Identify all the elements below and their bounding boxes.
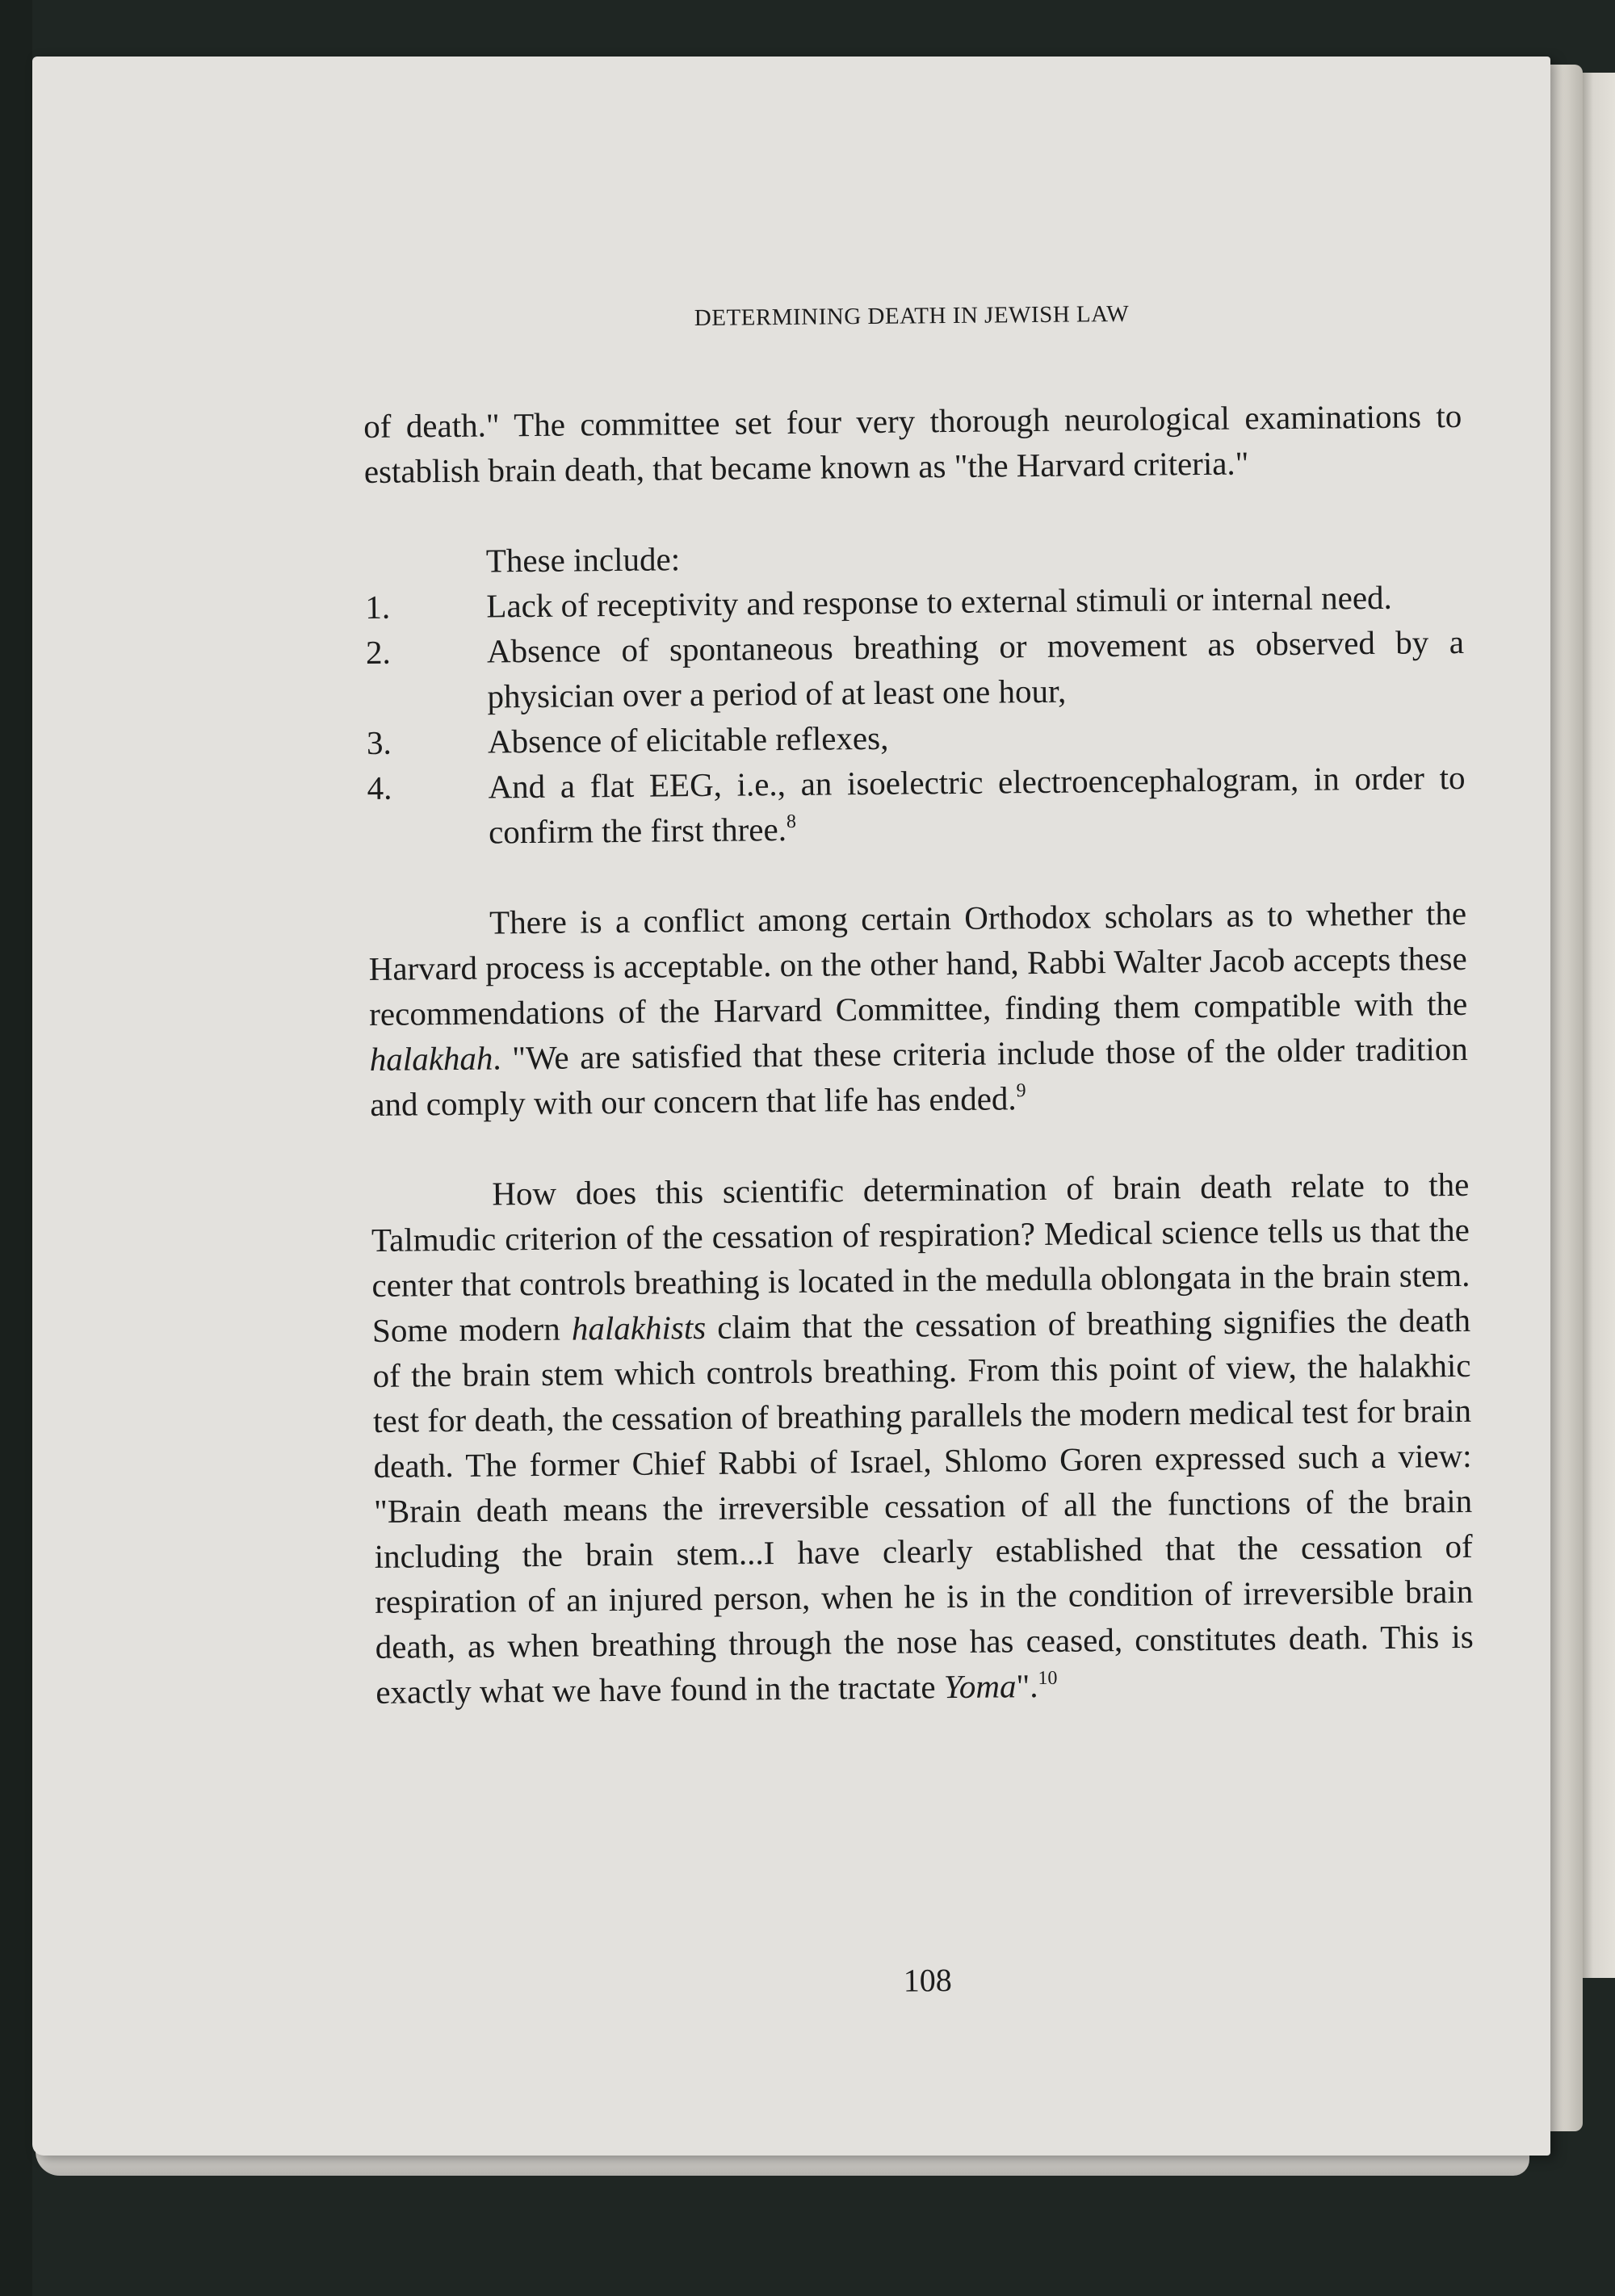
italic-term: Yoma: [943, 1667, 1017, 1706]
list-item-number: 2.: [365, 633, 391, 671]
italic-term: halakhah: [369, 1039, 493, 1078]
facing-page-edge: [1579, 73, 1615, 1978]
text-block: [363, 300, 1474, 1999]
list-item: [366, 619, 1465, 720]
running-head: DETERMINING DEATH IN JEWISH LAW: [694, 300, 1130, 332]
paragraph-2-text: . "We are satisfied that these criteria include those of the older tradition and comply with our concern that life has ended.: [370, 1029, 1468, 1123]
paragraph-3-text: ".: [1016, 1667, 1038, 1705]
paragraph-3: [371, 1162, 1474, 1715]
footnote-marker: 8: [786, 811, 796, 832]
book-binding: [0, 0, 32, 2296]
book-page: [32, 57, 1550, 2156]
list-item: [367, 755, 1466, 856]
list-item-text: And a flat EEG, i.e., an isoelectric electroencephalogram, in order to confirm the first three.: [488, 758, 1466, 851]
paragraph-3-text: How does this scientific determination of brain death relate to the Talmudic criterion of the cessation of respiration? Medical science tells us that the center that controls breathing is located in the medulla oblongata in the brain stem. Some modern: [371, 1165, 1470, 1349]
list-item-text: Absence of elicitable reflexes,: [487, 719, 889, 760]
list-item-number: 4.: [367, 769, 392, 807]
harvard-criteria-list: [365, 574, 1466, 856]
paragraph-1: [363, 393, 1462, 494]
list-item-text: Lack of receptivity and response to external stimuli or internal need.: [486, 578, 1393, 625]
list-item-text: Absence of spontaneous breathing or movement as observed by a physician over a period of at least one hour,: [486, 622, 1465, 715]
paragraph-2-text: There is a conflict among certain Orthodox scholars as to whether the Harvard process is acceptable. on the other hand, Rabbi Walter Jacob accepts these recommendations of the Harvard Committee, finding them compatible with the: [368, 894, 1468, 1033]
paragraph-1-text: of death." The committee set four very thorough neurological examinations to establish brain death, that became known as "the Harvard criteria.": [363, 396, 1462, 490]
list-intro: These include:: [485, 540, 681, 580]
footnote-marker: 10: [1038, 1667, 1058, 1690]
footnote-marker: 9: [1016, 1080, 1026, 1102]
paragraph-indent: [371, 1205, 493, 1206]
list-item-number: 3.: [366, 723, 392, 761]
paragraph-2: [368, 890, 1469, 1127]
list-item-number: 1.: [365, 588, 391, 626]
paragraph-indent: [368, 934, 489, 935]
italic-term: halakhists: [571, 1308, 707, 1347]
paragraph-3-text: claim that the cessation of breathing signifies the death of the brain stem which controls breathing. From this point of view, the halakhic test for death, the cessation of breathing parallels the modern medical test for brain death. The former Chief Rabbi of Israel, Shlomo Goren expressed such a view: "Brain death means the irreversible cessation of all the functions of the brain including the brain stem...I have clearly established that the cessation of respiration of an injured person, when he is in the condition of irreversible brain death, as when breathing through the nose has ceased, constitutes death. This is exactly what we have found in the tractate: [372, 1301, 1474, 1711]
page-number: 108: [903, 1962, 952, 1999]
